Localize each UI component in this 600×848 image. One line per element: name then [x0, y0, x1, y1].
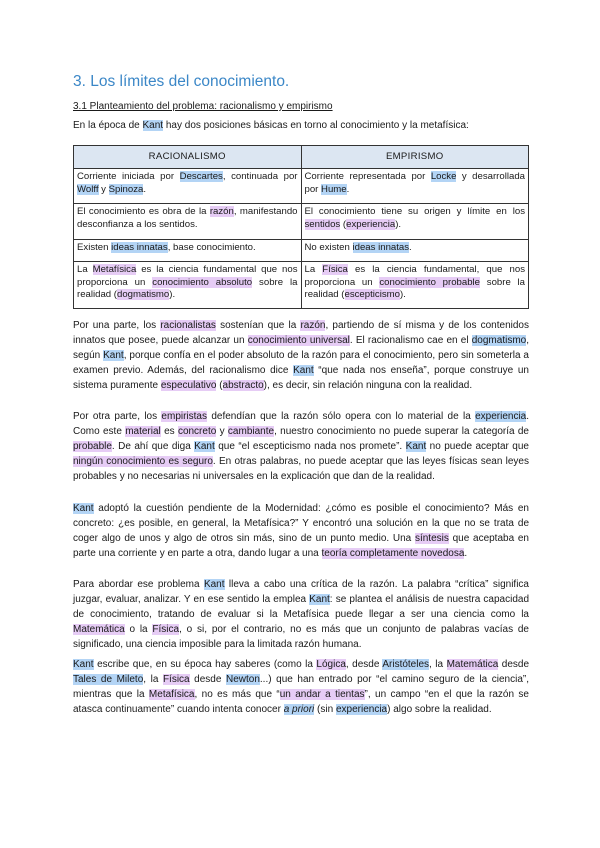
text-run: ”, un campo “en el que la razón se atasca continuamente” cuando intenta conocer — [73, 689, 529, 715]
text-run: , partiendo de sí misma y de los contenidos innatos que posee, puede alcanzar un — [73, 320, 529, 346]
text-run: o la — [124, 624, 153, 635]
intro-line — [73, 120, 469, 131]
text-run: Corriente iniciada por — [77, 171, 180, 182]
text-run: No existen — [304, 242, 353, 253]
text-run: . — [346, 183, 350, 195]
text-run: . — [143, 183, 146, 195]
highlighted-term: Física — [162, 674, 190, 685]
text-run: ...) que han entrado por “el camino seguro de la ciencia”, mientras que la — [73, 674, 529, 700]
text-run: Por otra parte, los — [73, 411, 162, 422]
highlighted-term: material — [125, 426, 161, 437]
text-run: Corriente representada por — [304, 171, 431, 182]
cell — [74, 204, 302, 240]
text-run: ). — [399, 289, 406, 301]
section-heading: 3. Los límites del conocimiento. — [73, 73, 290, 90]
highlighted-term: concreto — [177, 426, 217, 437]
text-run: desde — [189, 674, 226, 685]
text-run: . El racionalismo cae en el — [349, 335, 472, 346]
highlighted-term: Kant — [405, 441, 427, 452]
highlighted-term: un andar a tientas — [279, 689, 365, 700]
text-run: (sin — [314, 704, 336, 715]
highlighted-term: Spinoza — [108, 183, 144, 195]
text-run: , no es más que “ — [194, 689, 280, 700]
text-run: y — [216, 426, 228, 437]
highlighted-term: experiencia — [475, 411, 527, 422]
text-run: ), es decir, sin relación ninguna con la realidad. — [263, 380, 473, 391]
text-run: El conocimiento tiene su origen y límite en los — [304, 206, 525, 217]
text-run: sobre la realidad ( — [304, 276, 526, 301]
text-run: La — [304, 264, 323, 275]
highlighted-term: abstracto — [222, 380, 264, 391]
highlighted-term: racionalistas — [160, 320, 216, 331]
highlighted-term: síntesis — [414, 533, 449, 544]
highlighted-term: Descartes — [179, 171, 223, 182]
paragraph-4 — [73, 577, 529, 652]
text-run: sobre la realidad ( — [77, 276, 298, 301]
text-run: es la ciencia fundamental que nos proporciona un — [77, 264, 298, 288]
text-run: que “el escepticismo nada nos promete”. — [214, 441, 406, 452]
highlighted-term: Kant — [309, 594, 330, 605]
text-run: La — [77, 264, 93, 275]
subsection-title: 3.1 Planteamiento del problema: racionalismo y empirismo — [73, 101, 333, 112]
highlighted-term: Matemática — [446, 659, 499, 670]
text-run: sostenían que la — [215, 320, 301, 331]
text: hay dos posiciones básicas en torno al conocimiento y la metafísica: — [163, 120, 469, 131]
text-run: . En otras palabras, no puede aceptar que las leyes físicas sean leyes probables y no necesarias ni universales en la explicación que dan de la realidad. — [73, 456, 529, 482]
text-run: escribe que, en su época hay saberes (como la — [93, 659, 317, 670]
highlighted-term: teoría completamente novedosa — [321, 548, 465, 559]
text-run: El conocimiento es obra de la — [77, 206, 210, 217]
highlighted-term: empiristas — [161, 411, 207, 422]
text-run: ( — [340, 218, 347, 230]
highlighted-term: Newton — [226, 674, 260, 685]
text-run: , la — [429, 659, 447, 670]
cell — [301, 262, 529, 309]
text-run: , nuestro conocimiento no puede superar la categoría de — [274, 426, 529, 437]
text: En la época de — [73, 120, 143, 131]
highlighted-term: Física — [322, 264, 348, 275]
highlighted-term: Metafísica — [92, 264, 137, 275]
cell — [301, 169, 529, 204]
highlighted-term: ideas innatas — [352, 242, 410, 253]
text-run: , continuada por — [222, 171, 298, 182]
highlighted-term: conocimiento probable — [379, 276, 481, 288]
highlighted-term: Tales de Mileto — [73, 674, 144, 685]
highlighted-term: Kant — [194, 441, 215, 452]
highlighted-term: Matemática — [73, 624, 125, 635]
text-run: adoptó la cuestión pendiente de la Modernidad: ¿cómo es posible el conocimiento? Más en concreto: ¿es posible, en general, la Metafísica?” Y encontró una solución en la que no se trata de coger algo de unos y algo de otros sin más, sino de un punto medio. Una — [73, 503, 529, 544]
text-run: , manifestando desconfianza a los sentidos. — [77, 206, 298, 230]
text-run: lleva a cabo una crítica de la razón. La palabra “crítica” significa juzgar, evaluar, analizar. Y en ese sentido la emplea — [73, 579, 529, 605]
highlighted-term: dogmatismo — [117, 289, 170, 301]
header-racionalismo: RACIONALISMO — [74, 146, 302, 169]
text-run: no puede aceptar que — [426, 441, 529, 452]
paragraph-1 — [73, 318, 529, 393]
text-run: “que nada nos enseña”, porque construye un sistema puramente — [73, 365, 529, 391]
text-run: . — [464, 548, 468, 559]
highlighted-term: probable — [73, 441, 112, 452]
highlighted-term: razón — [209, 206, 234, 217]
text-run: desde — [498, 659, 530, 670]
highlighted-term: experiencia — [335, 704, 388, 715]
paragraph-5 — [73, 657, 529, 717]
cell — [74, 240, 302, 262]
text-run: Por una parte, los — [73, 320, 161, 331]
cell — [301, 204, 529, 240]
highlighted-term: Kant — [203, 579, 225, 590]
highlighted-term: especulativo — [160, 380, 217, 391]
highlighted-term: sentidos — [304, 218, 341, 230]
highlighted-term: Metafísica — [148, 689, 195, 700]
comparison-table — [73, 145, 529, 309]
text-run: y desarrollada por — [304, 171, 525, 195]
text-run: ) algo sobre la realidad. — [387, 704, 492, 715]
highlight: Kant — [142, 120, 164, 131]
highlighted-term: Kant — [103, 350, 124, 361]
text-run: defendían que la razón sólo opera con lo material de la — [207, 411, 476, 422]
highlighted-term: Locke — [430, 171, 457, 182]
text-run: , o si, por el contrario, no es más que un conjunto de palabras vacías de significado, una ciencia imposible para la limitada razón humana. — [73, 624, 529, 650]
text-run: Existen — [77, 242, 112, 253]
text-run: , desde — [345, 659, 383, 670]
highlighted-term: cambiante — [227, 426, 275, 437]
text-run: , base conocimiento. — [167, 242, 256, 253]
paragraph-3 — [73, 501, 529, 561]
highlighted-term: razón — [300, 320, 326, 331]
text-run: , porque confía en el poder absoluto de la razón para el conocimiento, pero sin someterla a examen previo. Además, del racionalismo dice — [73, 350, 529, 376]
text-run: , según — [73, 335, 529, 361]
text-run: , la — [143, 674, 163, 685]
highlighted-term: Wolff — [77, 183, 99, 195]
highlighted-term: Kant — [73, 659, 94, 670]
highlighted-term: experiencia — [346, 218, 396, 230]
cell — [74, 262, 302, 309]
highlighted-term: ningún conocimiento es seguro — [73, 456, 213, 467]
highlighted-term: conocimiento absoluto — [152, 276, 253, 288]
highlighted-term: Kant — [293, 365, 314, 376]
highlighted-term: Lógica — [316, 659, 346, 670]
cell — [301, 240, 529, 262]
text-run: que aceptaba en parte una corriente y en parte a otra, dando lugar a una — [73, 533, 529, 559]
cell — [74, 169, 302, 204]
text-run: es — [160, 426, 178, 437]
highlighted-term: Física — [152, 624, 180, 635]
highlighted-term: conocimiento universal — [247, 335, 350, 346]
text-run: ). — [169, 289, 176, 301]
highlighted-term: escepticismo — [344, 289, 400, 301]
paragraph-2 — [73, 409, 529, 484]
text-run: Para abordar ese problema — [73, 579, 204, 590]
text-run: . De ahí que diga — [111, 441, 195, 452]
text-run: ). — [395, 218, 402, 230]
highlighted-term: ideas innatas — [111, 242, 168, 253]
text-run: . — [409, 242, 412, 253]
text-run: es la ciencia fundamental, que nos proporciona un — [304, 264, 525, 288]
header-empirismo: EMPIRISMO — [301, 146, 529, 169]
highlighted-term: dogmatismo — [471, 335, 527, 346]
text-run: ( — [216, 380, 223, 391]
highlighted-term: Kant — [73, 503, 94, 514]
text-run: : se plantea el análisis de nuestra capacidad de conocimiento, tratando de evaluar si la Metafísica puede llegar a ser una ciencia como la — [73, 594, 529, 620]
highlighted-term: Aristóteles — [382, 659, 430, 670]
text-run: y — [98, 183, 109, 195]
highlighted-term: a priori — [283, 704, 315, 715]
highlighted-term: Hume — [321, 183, 347, 195]
text-run: . Como este — [73, 411, 530, 437]
